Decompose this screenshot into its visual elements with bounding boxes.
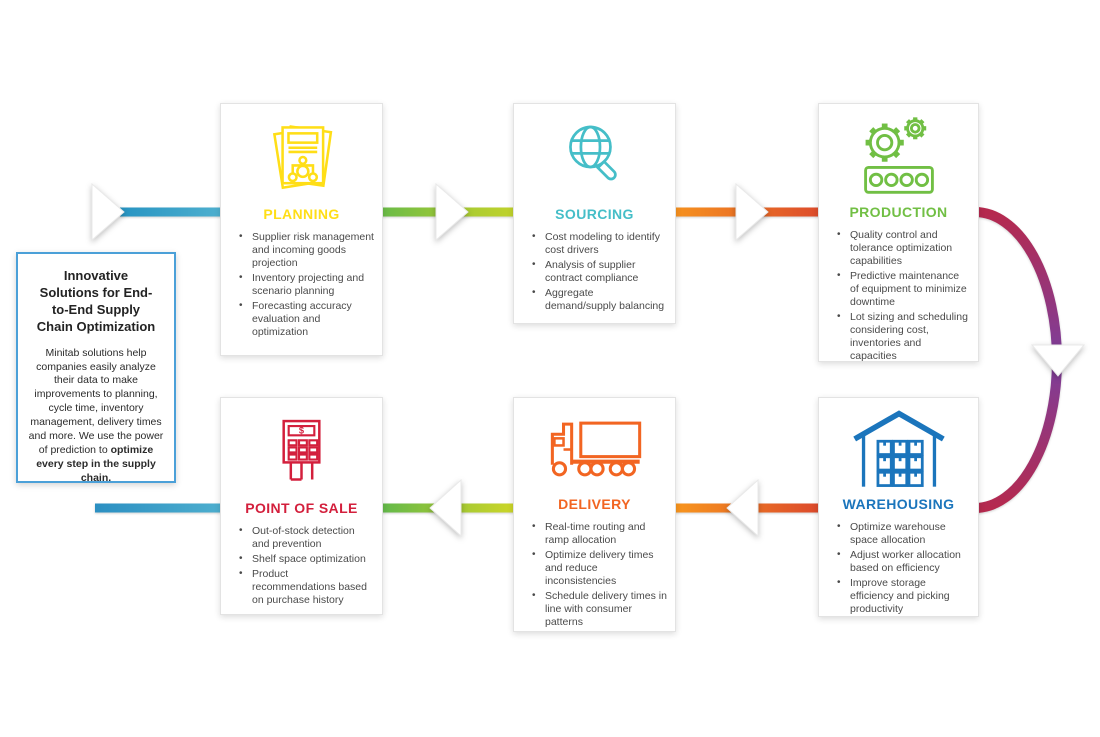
delivery-icon-box [544, 408, 646, 490]
intro-card [16, 252, 176, 483]
gears-machine-icon [856, 114, 942, 198]
arrow-left-icon-1 [727, 480, 758, 536]
planning-title: PLANNING [263, 206, 340, 222]
card-delivery [513, 397, 676, 632]
bullet-item: • Inventory projecting and scenario planning [237, 272, 374, 298]
pos-bullets [221, 525, 382, 609]
pos-icon-box [273, 408, 330, 494]
planning-bullets [221, 231, 382, 341]
intro-body-bold: optimize every step in the supply chain. [36, 444, 156, 485]
bullet-item: • Schedule delivery times in line with consumer patterns [530, 590, 667, 629]
delivery-title: DELIVERY [558, 495, 631, 512]
production-bullets [819, 229, 978, 365]
warehouse-boxes-icon [849, 408, 949, 490]
bullet-item: • Predictive maintenance of equipment to minimize downtime [835, 270, 970, 309]
bullet-item: • Forecasting accuracy evaluation and optimization [237, 300, 374, 339]
bullet-item: • Analysis of supplier contract compliance [530, 259, 667, 285]
production-title: PRODUCTION [849, 204, 948, 220]
bullet-item: • Quality control and tolerance optimization capabilities [835, 229, 970, 268]
arrow-right-icon-1 [92, 184, 124, 240]
planning-icon-box [264, 114, 340, 200]
delivery-truck-icon [544, 415, 646, 482]
bullet-item: • Shelf space optimization [237, 553, 374, 566]
arrow-down-icon [1032, 345, 1084, 376]
card-point-of-sale [220, 397, 383, 615]
dollar-sign: $ [298, 425, 305, 436]
warehousing-icon-box [849, 408, 949, 490]
intro-body-regular: Minitab solutions help companies easily analyze their data to make improvements to planning, cycle time, inventory management, delivery times and more. We use the power of prediction to [28, 346, 164, 457]
bullet-item: • Cost modeling to identify cost drivers [530, 231, 667, 257]
intro-title: Innovative Solutions for End-to-End Supply Chain Optimization [36, 268, 156, 334]
globe-magnifier-icon [554, 117, 636, 197]
bullet-item: • Out-of-stock detection and prevention [237, 525, 374, 551]
bullet-item: • Improve storage efficiency and picking productivity [835, 577, 970, 616]
card-planning [220, 103, 383, 356]
sourcing-bullets [514, 231, 675, 315]
bullet-item: • Aggregate demand/supply balancing [530, 287, 667, 313]
warehousing-bullets [819, 521, 978, 618]
sourcing-title: SOURCING [555, 206, 634, 222]
bullet-item: • Lot sizing and scheduling considering cost, inventories and capacities [835, 311, 970, 363]
card-production [818, 103, 979, 362]
bullet-item: • Adjust worker allocation based on efficiency [835, 549, 970, 575]
delivery-bullets [514, 521, 675, 631]
sourcing-icon-box [554, 114, 636, 200]
bullet-item: • Optimize delivery times and reduce inconsistencies [530, 549, 667, 588]
bullet-item: • Product recommendations based on purchase history [237, 568, 374, 607]
card-sourcing [513, 103, 676, 324]
bullet-item: • Optimize warehouse space allocation [835, 521, 970, 547]
arrow-right-icon-2 [436, 184, 468, 240]
bullet-item: • Real-time routing and ramp allocation [530, 521, 667, 547]
pos-terminal-icon [273, 418, 330, 484]
bullet-item: • Supplier risk management and incoming goods projection [237, 231, 374, 270]
warehousing-title: WAREHOUSING [842, 496, 955, 512]
production-icon-box [856, 114, 942, 198]
arrow-left-icon-2 [430, 480, 461, 536]
intro-body [26, 347, 166, 487]
card-warehousing [818, 397, 979, 617]
arrow-right-icon-3 [736, 184, 768, 240]
pos-title: POINT OF SALE [245, 500, 358, 516]
stacked-documents-org-chart-icon [264, 117, 340, 197]
